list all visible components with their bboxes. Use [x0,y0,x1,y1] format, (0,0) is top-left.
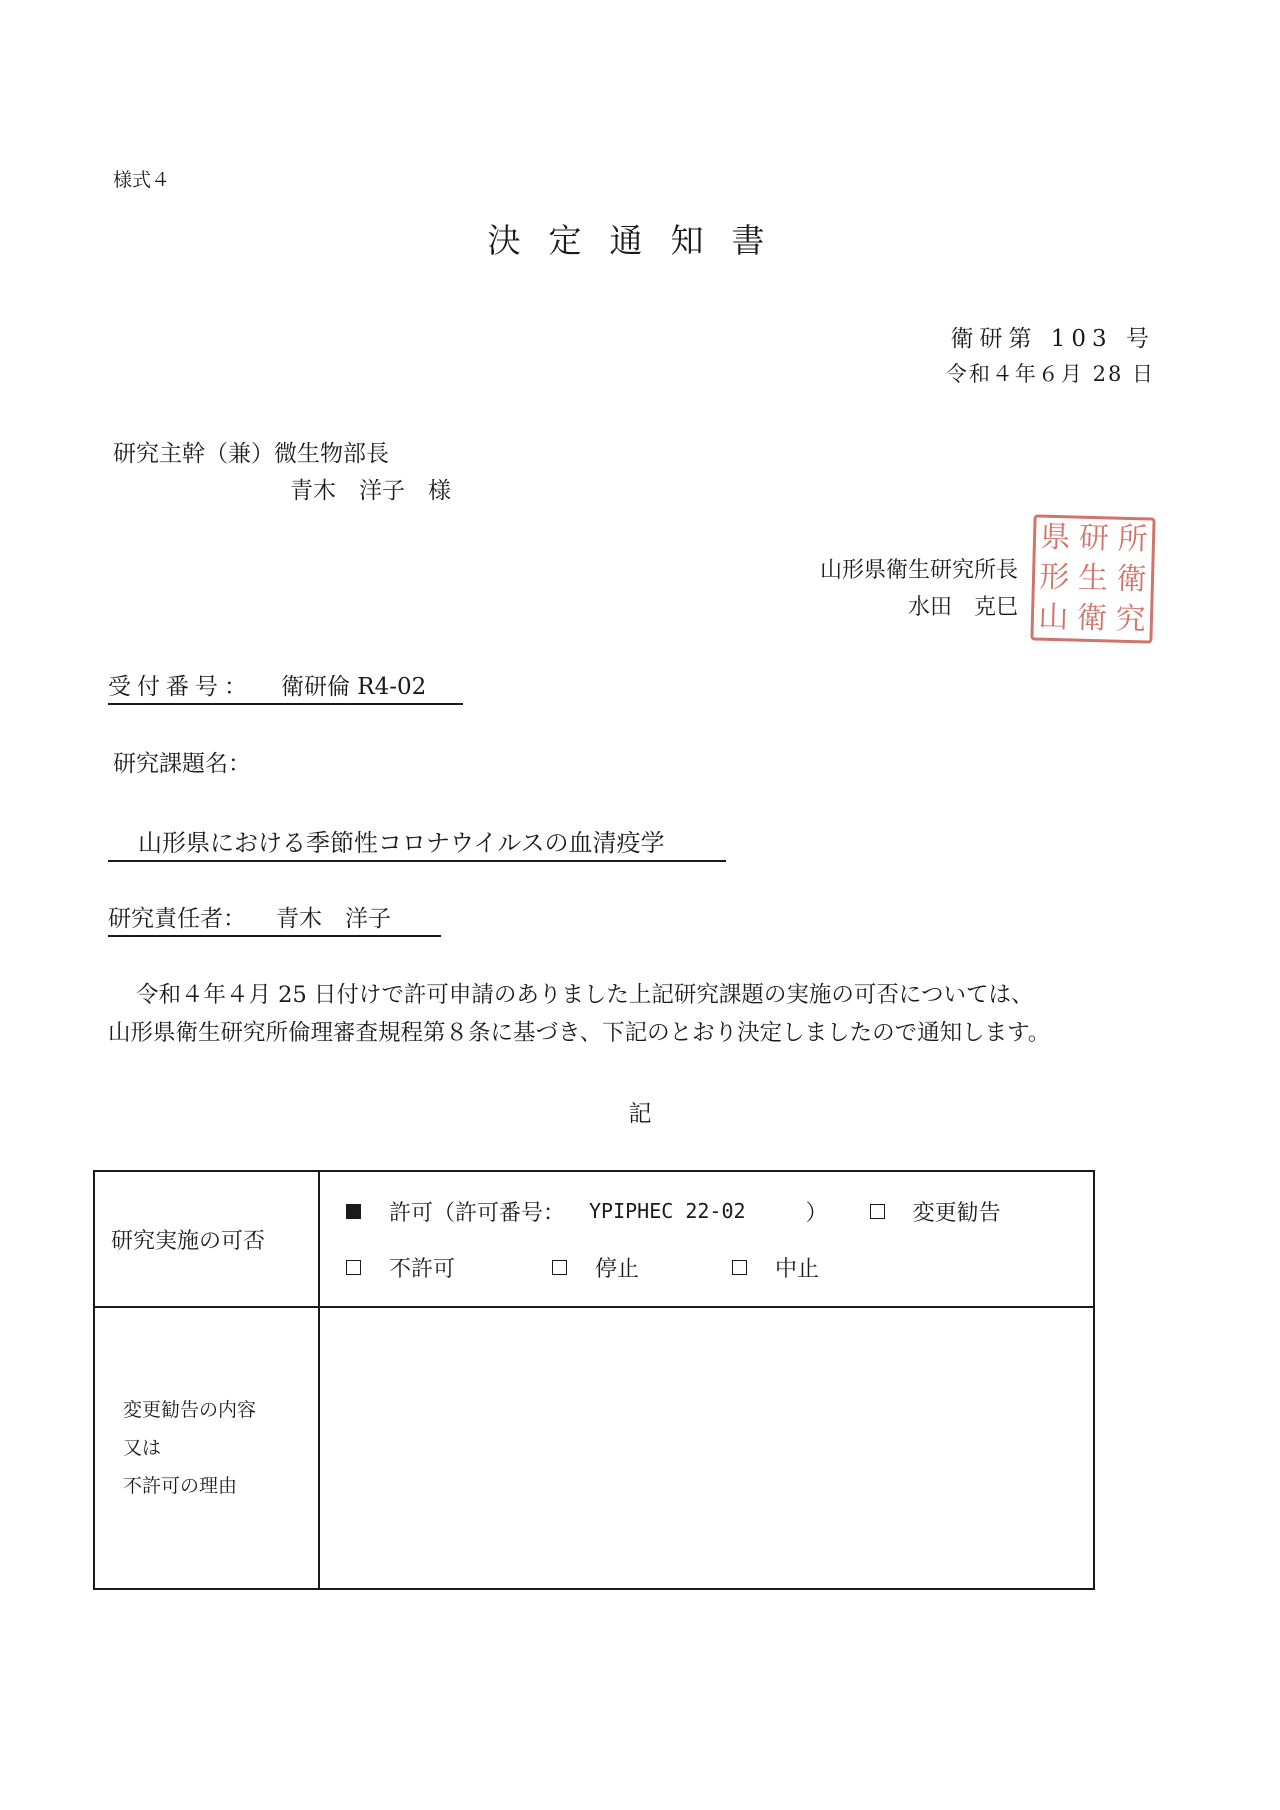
seal-character: 所 [1117,521,1149,558]
option-change-recommendation-label: 変更勧告 [912,1200,1001,1226]
option-not-permitted[interactable] [346,1252,552,1283]
reason-row [94,1307,1094,1589]
reason-header-line: 又は [123,1437,162,1459]
document-title: 決定通知書 [487,221,793,260]
checkbox-not-permitted[interactable] [346,1260,361,1275]
reception-number-line [108,668,463,705]
research-title-label: 研究課題名： [113,751,251,777]
seal-character: 生 [1077,560,1109,597]
research-title-value: 山形県における季節性コロナウイルスの血清疫学 [108,823,726,862]
seal-character: 衛 [1116,561,1148,598]
options-line-2 [346,1239,1093,1295]
option-change-recommendation[interactable] [870,1196,1001,1227]
seal-character: 衛 [1076,600,1108,637]
checkbox-change-recommendation[interactable] [870,1204,885,1219]
seal-character: 形 [1038,559,1070,596]
notice-body-line: 令和４年４月 25 日付けで許可申請のありました上記研究課題の実施の可否については、 [136,982,1034,1008]
notice-body-line: 山形県衛生研究所倫理審査規程第８条に基づき、下記のとおり決定しましたので通知します。 [108,1020,1051,1046]
option-not-permitted-label: 不許可 [389,1256,456,1282]
permit-number: YPIPHEC 22-02 [589,1199,746,1223]
principal-investigator-label: 研究責任者： [108,906,246,932]
official-seal [1030,514,1155,643]
addressee-name: 青木 洋子 様 [290,478,451,504]
decision-row-header: 研究実施の可否 [94,1171,319,1307]
seal-character: 研 [1078,520,1110,557]
reason-header-line: 変更勧告の内容 [123,1399,257,1421]
principal-investigator-value: 青木 洋子 [276,906,391,932]
option-suspension-label: 停止 [595,1256,640,1282]
option-permit-label: 許可（許可番号： [389,1200,566,1226]
reason-row-header [94,1307,319,1589]
notice-body [108,976,1050,1052]
seal-character: 県 [1039,519,1071,556]
permit-close-paren: ） [805,1200,828,1226]
reception-number-value: 衛研倫 R4-02 [281,674,427,700]
issuer-name: 水田 克巳 [907,595,1018,620]
decision-options [319,1171,1094,1307]
reference-number: 衛研第 103 号 [950,326,1155,352]
reason-header-line: 不許可の理由 [123,1475,238,1497]
reception-number-label: 受付番号： [108,674,253,700]
seal-character: 山 [1037,599,1069,636]
checkbox-discontinuation[interactable] [732,1260,747,1275]
decision-row [94,1171,1094,1307]
option-permit[interactable] [346,1196,828,1227]
option-discontinuation[interactable] [732,1252,819,1283]
seal-character: 究 [1115,601,1147,638]
addressee-title: 研究主幹（兼）微生物部長 [113,441,389,467]
issue-date: 令和４年６月 28 日 [945,362,1155,386]
issuer-organization: 山形県衛生研究所長 [819,558,1018,583]
options-line-1 [346,1183,1093,1239]
ki-heading: 記 [628,1101,652,1127]
principal-investigator-line [108,900,441,937]
reason-content[interactable] [319,1307,1094,1589]
checkbox-suspension[interactable] [552,1260,567,1275]
decision-table [93,1170,1095,1590]
option-suspension[interactable] [552,1252,732,1283]
option-discontinuation-label: 中止 [775,1256,820,1282]
form-label: 様式４ [113,169,171,191]
checkbox-permit[interactable] [346,1204,361,1219]
